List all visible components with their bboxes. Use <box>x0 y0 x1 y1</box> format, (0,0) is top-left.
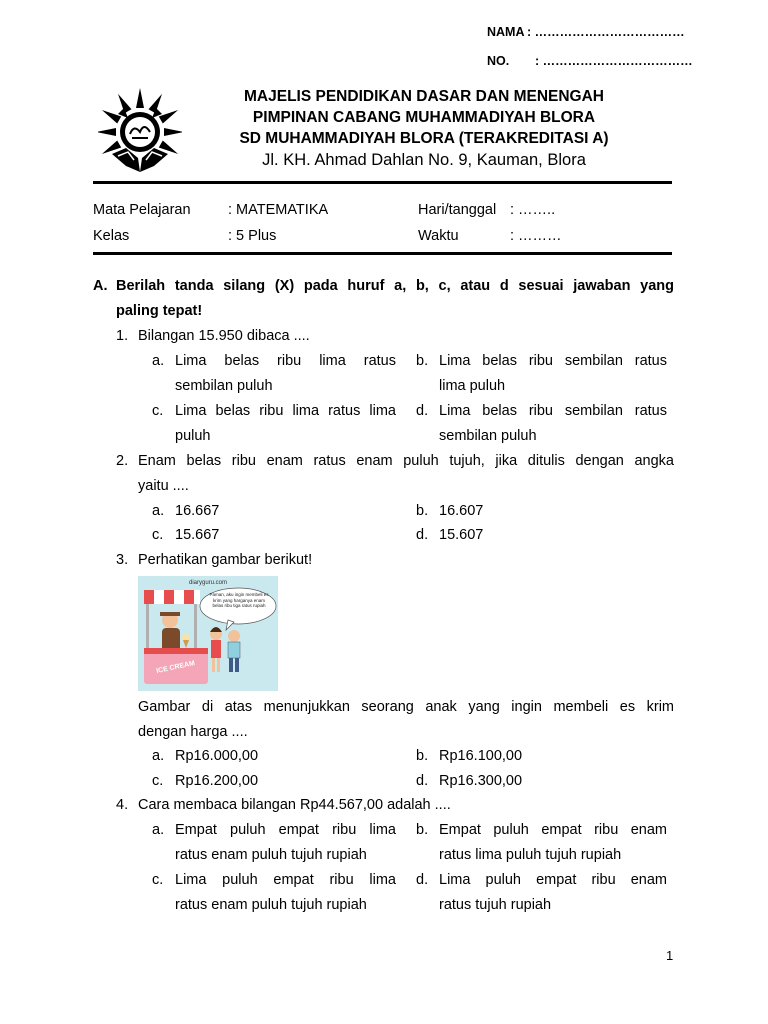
letterhead-line3: SD MUHAMMADIYAH BLORA (TERAKREDITASI A) <box>239 130 609 147</box>
no-label: NO. <box>487 54 510 68</box>
no-line <box>487 54 693 68</box>
q1-option-c-line1: Lima belas ribu lima ratus lima <box>175 403 396 419</box>
page-number: 1 <box>666 948 674 963</box>
q1-option-a-letter[interactable]: a. <box>152 353 165 369</box>
q2-option-d-text: 15.607 <box>439 527 484 543</box>
q2-option-c-letter[interactable]: c. <box>152 527 164 543</box>
q3-option-a-letter[interactable]: a. <box>152 748 165 764</box>
q4-option-c-line1: Lima puluh empat ribu lima <box>175 872 396 888</box>
q3-option-c-letter[interactable]: c. <box>152 773 164 789</box>
q2-number: 2. <box>116 453 129 469</box>
day-label: Hari/tanggal <box>418 202 497 218</box>
q2-option-c-text: 15.667 <box>175 527 220 543</box>
letterhead-line1: MAJELIS PENDIDIKAN DASAR DAN MENENGAH <box>244 88 604 105</box>
ice-cream-illustration <box>138 576 278 691</box>
section-letter: A. <box>93 278 108 294</box>
section-instruction-line2: paling tepat! <box>116 303 203 319</box>
q1-option-c-line2: puluh <box>175 428 211 444</box>
q4-option-c-line2: ratus enam puluh tujuh rupiah <box>175 897 367 913</box>
q3-option-a-text: Rp16.000,00 <box>175 748 259 764</box>
q2-option-d-letter[interactable]: d. <box>416 527 429 543</box>
q1-option-a-line1: Lima belas ribu lima ratus <box>175 353 396 369</box>
q1-option-c-letter[interactable]: c. <box>152 403 164 419</box>
q3-option-d-letter[interactable]: d. <box>416 773 429 789</box>
q4-option-d-line2: ratus tujuh rupiah <box>439 897 552 913</box>
subject-label: Mata Pelajaran <box>93 202 191 218</box>
muhammadiyah-sun-logo-icon <box>98 88 182 174</box>
illustration-watermark: diaryguru.com <box>188 580 227 586</box>
q2-text-line2: yaitu .... <box>138 478 189 494</box>
q4-option-c-letter[interactable]: c. <box>152 872 164 888</box>
q3-after-line2: dengan harga .... <box>138 724 248 740</box>
subject-value: : MATEMATIKA <box>228 202 329 218</box>
q1-number: 1. <box>116 328 129 344</box>
q3-option-b-letter[interactable]: b. <box>416 748 429 764</box>
illustration-speech-text: Paman, aku ingin membeli es krim yang harganya enam belas ribu tiga ratus rupiah <box>209 592 269 608</box>
q4-option-b-line2: ratus lima puluh tujuh rupiah <box>439 847 622 863</box>
q3-text: Perhatikan gambar berikut! <box>138 552 313 568</box>
q1-option-d-line2: sembilan puluh <box>439 428 537 444</box>
q1-option-b-letter[interactable]: b. <box>416 353 429 369</box>
q1-option-b-line1: Lima belas ribu sembilan ratus <box>439 353 667 369</box>
q2-option-a-text: 16.667 <box>175 503 220 519</box>
q2-option-a-letter[interactable]: a. <box>152 503 165 519</box>
letterhead-address: Jl. KH. Ahmad Dahlan No. 9, Kauman, Blora <box>262 151 586 169</box>
q3-option-d-text: Rp16.300,00 <box>439 773 523 789</box>
time-value: : ……… <box>510 228 562 244</box>
q4-text: Cara membaca bilangan Rp44.567,00 adalah .... <box>138 797 451 813</box>
q1-option-d-letter[interactable]: d. <box>416 403 429 419</box>
illustration-cart-label: ICE CREAM <box>155 659 196 676</box>
q2-option-b-letter[interactable]: b. <box>416 503 429 519</box>
q3-after-line1: Gambar di atas menunjukkan seorang anak yang ingin membeli es krim <box>138 699 674 715</box>
q4-option-b-letter[interactable]: b. <box>416 822 429 838</box>
q4-option-d-letter[interactable]: d. <box>416 872 429 888</box>
q3-option-b-text: Rp16.100,00 <box>439 748 523 764</box>
class-label: Kelas <box>93 228 130 244</box>
time-label: Waktu <box>418 228 459 244</box>
q1-option-a-line2: sembilan puluh <box>175 378 273 394</box>
class-value: : 5 Plus <box>228 228 277 244</box>
letterhead <box>204 86 644 171</box>
name-value: : ……………………………… <box>527 25 685 39</box>
section-instruction-line1: Berilah tanda silang (X) pada huruf a, b, c, atau d sesuai jawaban yang <box>116 278 674 294</box>
q4-number: 4. <box>116 797 129 813</box>
q1-option-d-line1: Lima belas ribu sembilan ratus <box>439 403 667 419</box>
info-divider <box>93 252 672 255</box>
q3-option-c-text: Rp16.200,00 <box>175 773 259 789</box>
q4-option-a-line1: Empat puluh empat ribu lima <box>175 822 396 838</box>
q1-option-b-line2: lima puluh <box>439 378 506 394</box>
day-value: : …….. <box>510 202 556 218</box>
letterhead-line2: PIMPINAN CABANG MUHAMMADIYAH BLORA <box>252 109 596 126</box>
q4-option-a-line2: ratus enam puluh tujuh rupiah <box>175 847 367 863</box>
q3-number: 3. <box>116 552 129 568</box>
no-value: : ……………………………… <box>535 54 693 68</box>
q1-text: Bilangan 15.950 dibaca .... <box>138 328 310 344</box>
name-label: NAMA <box>487 25 525 39</box>
letterhead-divider <box>93 181 672 184</box>
q2-option-b-text: 16.607 <box>439 503 484 519</box>
q4-option-d-line1: Lima puluh empat ribu enam <box>439 872 667 888</box>
q2-text-line1: Enam belas ribu enam ratus enam puluh tujuh, jika ditulis dengan angka <box>138 453 674 469</box>
q4-option-a-letter[interactable]: a. <box>152 822 165 838</box>
name-line <box>487 25 685 39</box>
q4-option-b-line1: Empat puluh empat ribu enam <box>439 822 667 838</box>
